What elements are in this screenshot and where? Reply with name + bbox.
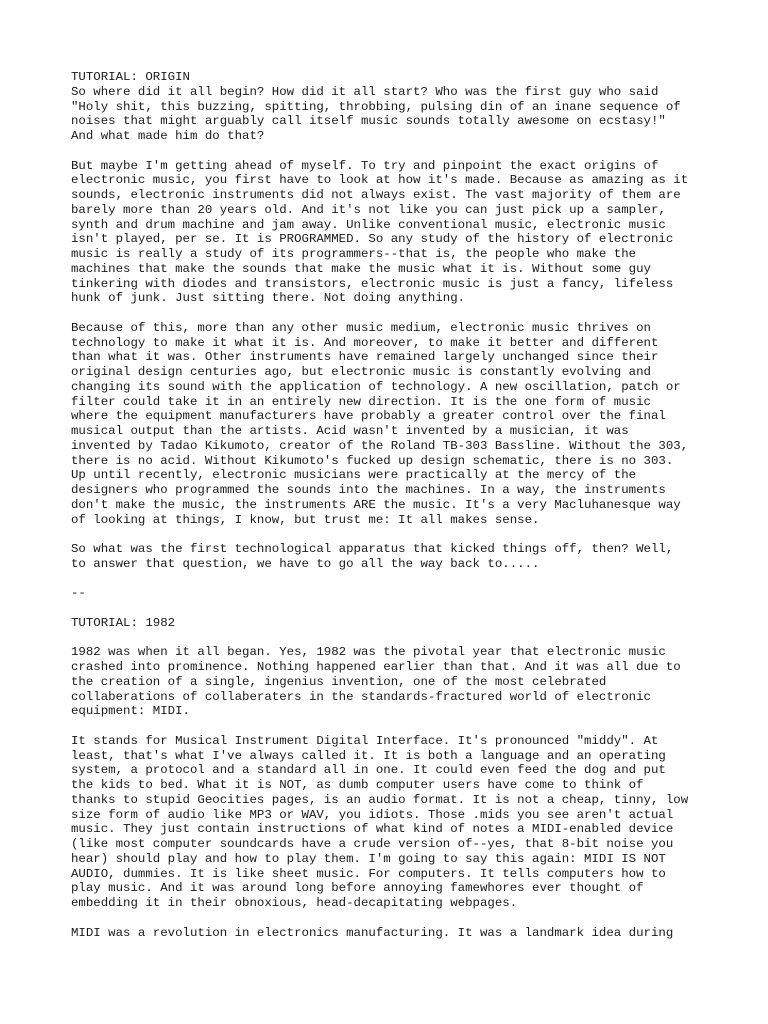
document-page [71, 70, 711, 955]
section-divider: -- [71, 586, 86, 601]
paragraph-midi-revolution: MIDI was a revolution in electronics manufacturing. It was a landmark idea during [71, 925, 674, 940]
heading-tutorial-1982: TUTORIAL: 1982 [71, 615, 176, 630]
paragraph-midi-definition: It stands for Musical Instrument Digital Interface. It's pronounced "middy". At least, that's what I've always called it. It is both a language and an operating system, a protocol and a standard all in one. It could even feed the dog and put the kids to bed. What it is NOT, as dumb computer users have come to think of thanks to stupid Geocities pages, is an audio format. It is not a cheap, tinny, low size form of audio like MP3 or WAV, you idiots. Those .mids you see aren't actual music. They just contain instructions of what kind of notes a MIDI-enabled device (like most computer soundcards have a crude version of--yes, that 8-bit noise you hear) should play and how to play them. I'm going to say this again: MIDI IS NOT AUDIO, dummies. It is like sheet music. For computers. It tells computers how to play music. And it was around long before annoying famewhores ever thought of embedding it in their obnoxious, head-decapitating webpages. [71, 733, 689, 910]
heading-tutorial-origin: TUTORIAL: ORIGIN So where did it all begin? How did it all start? Who was the first guy who said "Holy shit, this buzzing, spitting, throbbing, pulsing din of an inane sequence of noises that might arguably call itself music sounds totally awesome on ecstasy!" And what made him do that? [71, 70, 681, 143]
paragraph-technology: Because of this, more than any other music medium, electronic music thrives on technology to make it what it is. And moreover, to make it better and different than what it was. Other instruments have remained largely unchanged since their original design centuries ago, but electronic music is constantly evolving and changing its sound with the application of technology. A new oscillation, patch or filter could take it in an entirely new direction. It is the one form of music where the equipment manufacturers have probably a greater control over the final musical output than the artists. Acid wasn't invented by a musician, it was invented by Tadao Kikumoto, creator of the Roland TB-303 Bassline. Without the 303, there is no acid. Without Kikumoto's fucked up design schematic, there is no 303. Up until recently, electronic musicians were practically at the mercy of the designers who programmed the sounds into the machines. In a way, the instruments don't make the music, the instruments ARE the music. It's a very Macluhanesque way of looking at things, I know, but trust me: It all makes sense. [71, 320, 689, 527]
paragraph-first-apparatus: So what was the first technological apparatus that kicked things off, then? Well, to answer that question, we have to go all the way back to..... [71, 542, 674, 571]
paragraph-instruments: But maybe I'm getting ahead of myself. To try and pinpoint the exact origins of electronic music, you first have to look at how it's made. Because as amazing as it sounds, electronic instruments did not always exist. The vast majority of them are barely more than 20 years old. And it's not like you can just pick up a sampler, synth and drum machine and jam away. Unlike conventional music, electronic music isn't played, per se. It is PROGRAMMED. So any study of the history of electronic music is really a study of its programmers--that is, the people who make the machines that make the sounds that make the music what it is. Without some guy tinkering with diodes and transistors, electronic music is just a fancy, lifeless hunk of junk. Just sitting there. Not doing anything. [71, 158, 689, 306]
paragraph-1982: 1982 was when it all began. Yes, 1982 was the pivotal year that electronic music crashed into prominence. Nothing happened earlier than that. And it was all due to the creation of a single, ingenius invention, one of the most celebrated collaberations of collaberaters in the standards-fractured world of electronic equipment: MIDI. [71, 645, 681, 719]
